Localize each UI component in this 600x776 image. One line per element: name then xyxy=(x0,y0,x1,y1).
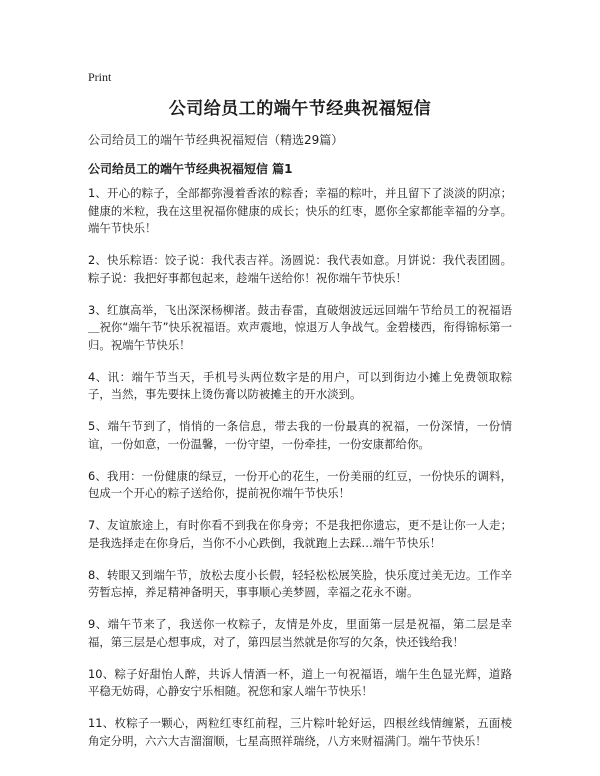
message-paragraph-7: 7、友谊旅途上，有时你看不到我在你身旁；不是我把你遗忘，更不是让你一人走；是我选择走在你身后，当你不小心跌倒，我就跑上去踩…端午节快乐！ xyxy=(88,518,512,550)
section-heading: 公司给员工的端午节经典祝福短信 篇1 xyxy=(88,162,293,176)
print-label[interactable]: Print xyxy=(88,70,112,84)
message-paragraph-5: 5、端午节到了，悄悄的一条信息，带去我的一份最真的祝福，一份深情，一份情谊，一份如意，一份温馨，一份守望，一份牵挂，一份安康都给你。 xyxy=(88,419,512,451)
message-paragraph-2: 2、快乐粽语：饺子说：我代表吉祥。汤圆说：我代表如意。月饼说：我代表团圆。粽子说：我把好事都包起来，趁端午送给你！祝你端午节快乐！ xyxy=(88,253,512,285)
page-title: 公司给员工的端午节经典祝福短信 xyxy=(168,99,432,119)
message-paragraph-8: 8、转眼又到端午节，放松去度小长假，轻轻松松展笑脸，快乐度过美无边。工作辛劳暂忘掉，养足精神备明天，事事顺心美梦圆，幸福之花永不谢。 xyxy=(88,567,512,599)
message-paragraph-1: 1、开心的粽子，全部都弥漫着香浓的粽香；幸福的粽叶，并且留下了淡淡的阴凉；健康的米粒，我在这里祝福你健康的成长；快乐的红枣，愿你全家都能幸福的分享。端午节快乐！ xyxy=(88,186,512,235)
message-paragraph-3: 3、红旗高举，飞出深深杨柳渚。鼓击春雷，直破烟波远远回端午节给员工的祝福语＿祝你“端午节”快乐祝福语。欢声震地，惊退万人争战气。金碧楼西，衔得锦标第一归。祝端午节快乐！ xyxy=(88,302,512,352)
document-subtitle: 公司给员工的端午节经典祝福短信（精选29篇） xyxy=(88,133,344,147)
message-paragraph-10: 10、粽子好甜怡人醉，共诉人情酒一杯，道上一句祝福语，端午生色显光辉，道路平稳无妨碍，心静安宁乐相随。祝您和家人端午节快乐！ xyxy=(88,666,512,698)
message-paragraph-4: 4、讯：端午节当天，手机号头两位数字是的用户，可以到街边小摊上免费领取粽子，当然，事先要抹上烫伤膏以防被摊主的开水淡到。 xyxy=(88,369,512,401)
message-list xyxy=(88,185,512,765)
message-paragraph-11: 11、枚粽子一颗心，两粒红枣红前程，三片粽叶轮好运，四根丝线情缠紧，五面棱角定分明，六六大吉溜溜顺，七星高照祥瑞绕，八方来财福满门。端午节快乐！ xyxy=(88,716,512,748)
message-paragraph-6: 6、我用：一份健康的绿豆，一份开心的花生，一份美丽的红豆，一份快乐的调料，包成一个开心的粽子送给你，提前祝你端午节快乐！ xyxy=(88,468,512,500)
message-paragraph-9: 9、端午节来了，我送你一枚粽子，友情是外皮，里面第一层是祝福，第二层是幸福，第三层是心想事成，对了，第四层当然就是你写的欠条，快还钱给我！ xyxy=(88,617,512,649)
